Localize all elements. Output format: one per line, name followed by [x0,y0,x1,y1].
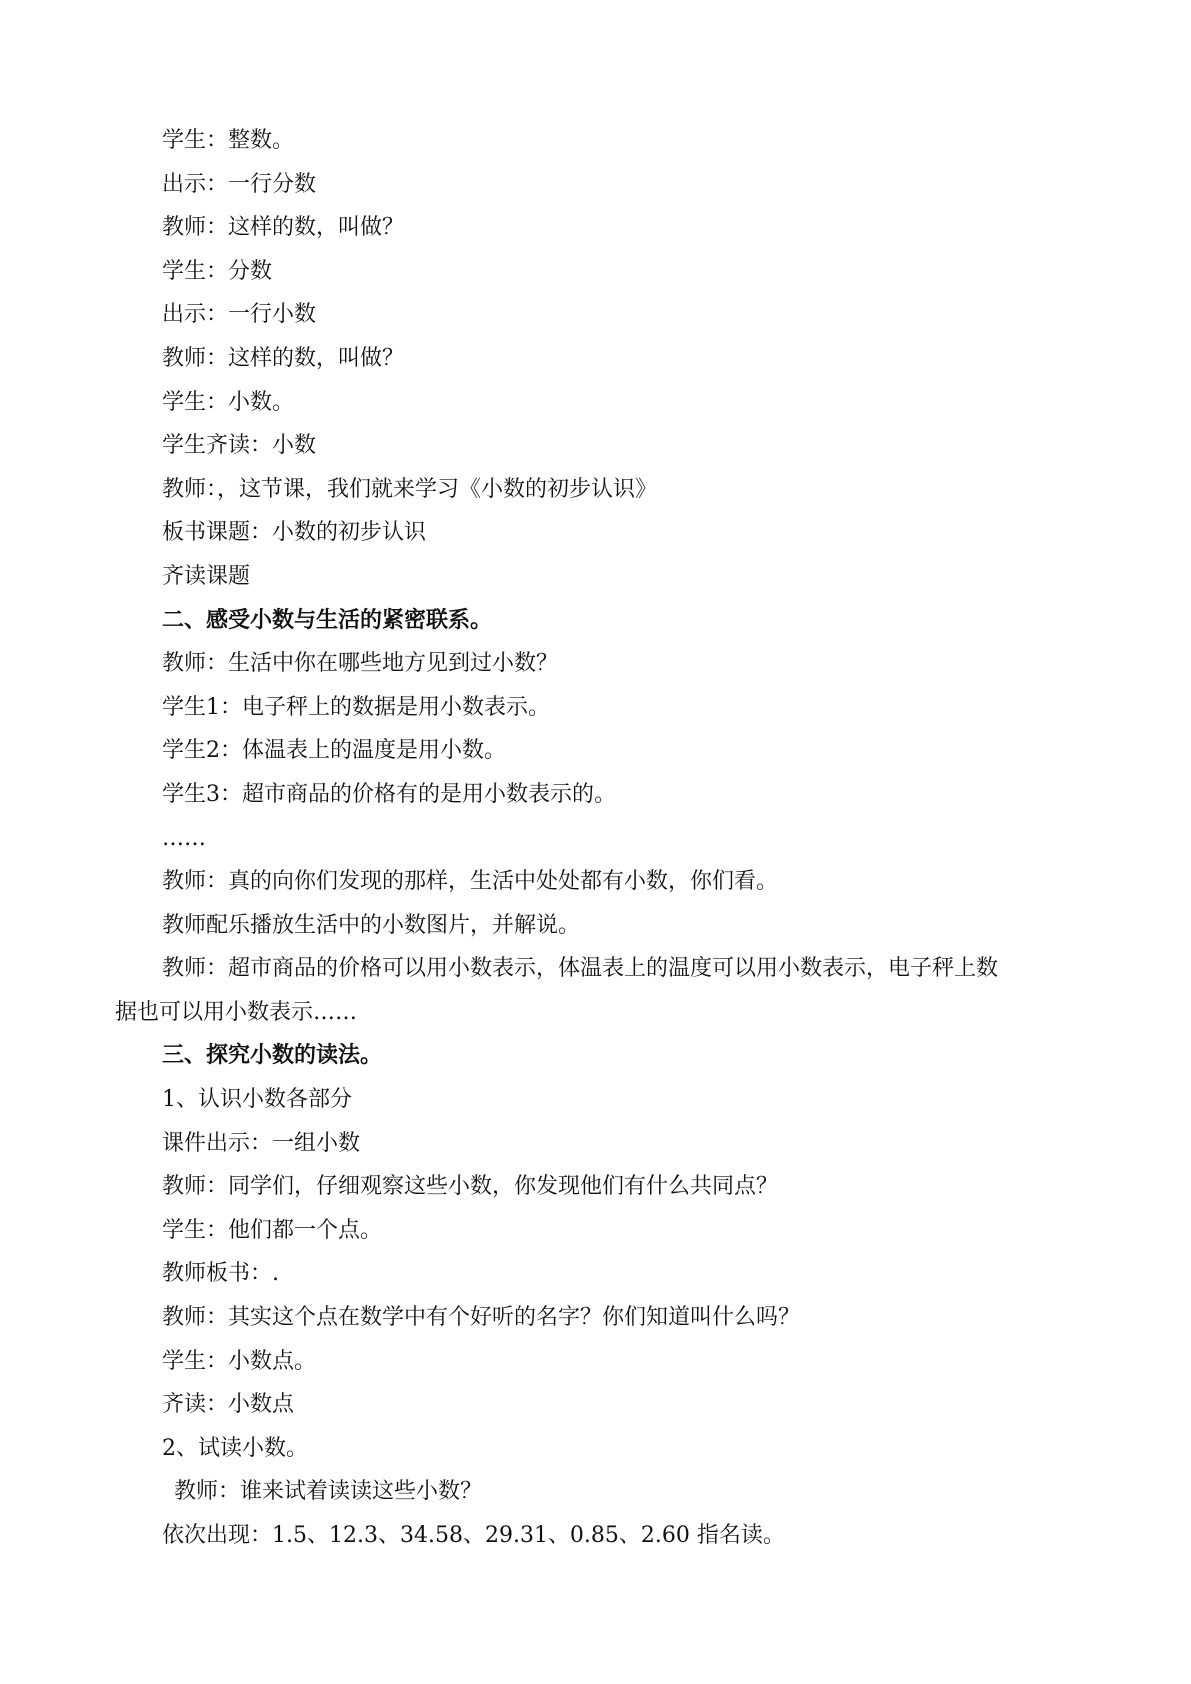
text-line: 教师：真的向你们发现的那样，生活中处处都有小数，你们看。 [162,869,779,895]
section-heading: 三、探究小数的读法。 [162,1042,383,1069]
document-body [115,119,1080,1558]
text-line: 学生：他们都一个点。 [162,1217,383,1243]
text-line: 学生：整数。 [162,128,295,153]
text-line: 板书课题：小数的初步认识 [162,520,427,546]
text-line: 学生3：超市商品的价格有的是用小数表示的。 [162,781,616,807]
text-line: 齐读课题 [162,563,251,589]
text-line: 学生1：电子秤上的数据是用小数表示。 [162,694,550,720]
text-line: 教师：其实这个点在数学中有个好听的名字？你们知道叫什么吗？ [162,1305,801,1331]
text-line: 教师配乐播放生活中的小数图片，并解说。 [162,912,581,938]
text-line: 教师：同学们，仔细观察这些小数，你发现他们有什么共同点？ [162,1174,779,1200]
text-line: 学生：小数点。 [162,1348,317,1374]
subsection-heading: 2、试读小数。 [162,1435,308,1461]
text-line: 教师：，这节课，我们就来学习《小数的初步认识》 [162,476,658,502]
text-line: 教师：生活中你在哪些地方见到过小数？ [162,651,559,677]
text-line: 学生齐读：小数 [162,433,317,459]
text-line: 教师：这样的数，叫做？ [162,345,405,371]
ellipsis-line: …… [162,825,206,851]
text-line: 教师板书：. [162,1261,279,1287]
text-line: 学生：小数。 [162,389,295,415]
text-line: 教师：谁来试着读读这些小数？ [174,1479,483,1505]
text-line: 教师：这样的数，叫做？ [162,215,405,241]
text-line: 出示：一行小数 [162,302,317,328]
text-line-continuation: 据也可以用小数表示…… [115,999,358,1025]
subsection-heading: 1、认识小数各部分 [162,1087,352,1113]
text-line: 课件出示：一组小数 [162,1130,361,1156]
text-line: 齐读：小数点 [162,1392,295,1418]
section-heading: 二、感受小数与生活的紧密联系。 [162,606,493,633]
text-line: 学生：分数 [162,258,273,284]
text-line: 出示：一行分数 [162,171,317,197]
text-line: 依次出现：1.5、12.3、34.58、29.31、0.85、2.60 指名读。 [162,1523,785,1548]
text-line: 教师：超市商品的价格可以用小数表示，体温表上的温度可以用小数表示，电子秤上数 [162,956,999,982]
text-line: 学生2：体温表上的温度是用小数。 [162,738,506,764]
